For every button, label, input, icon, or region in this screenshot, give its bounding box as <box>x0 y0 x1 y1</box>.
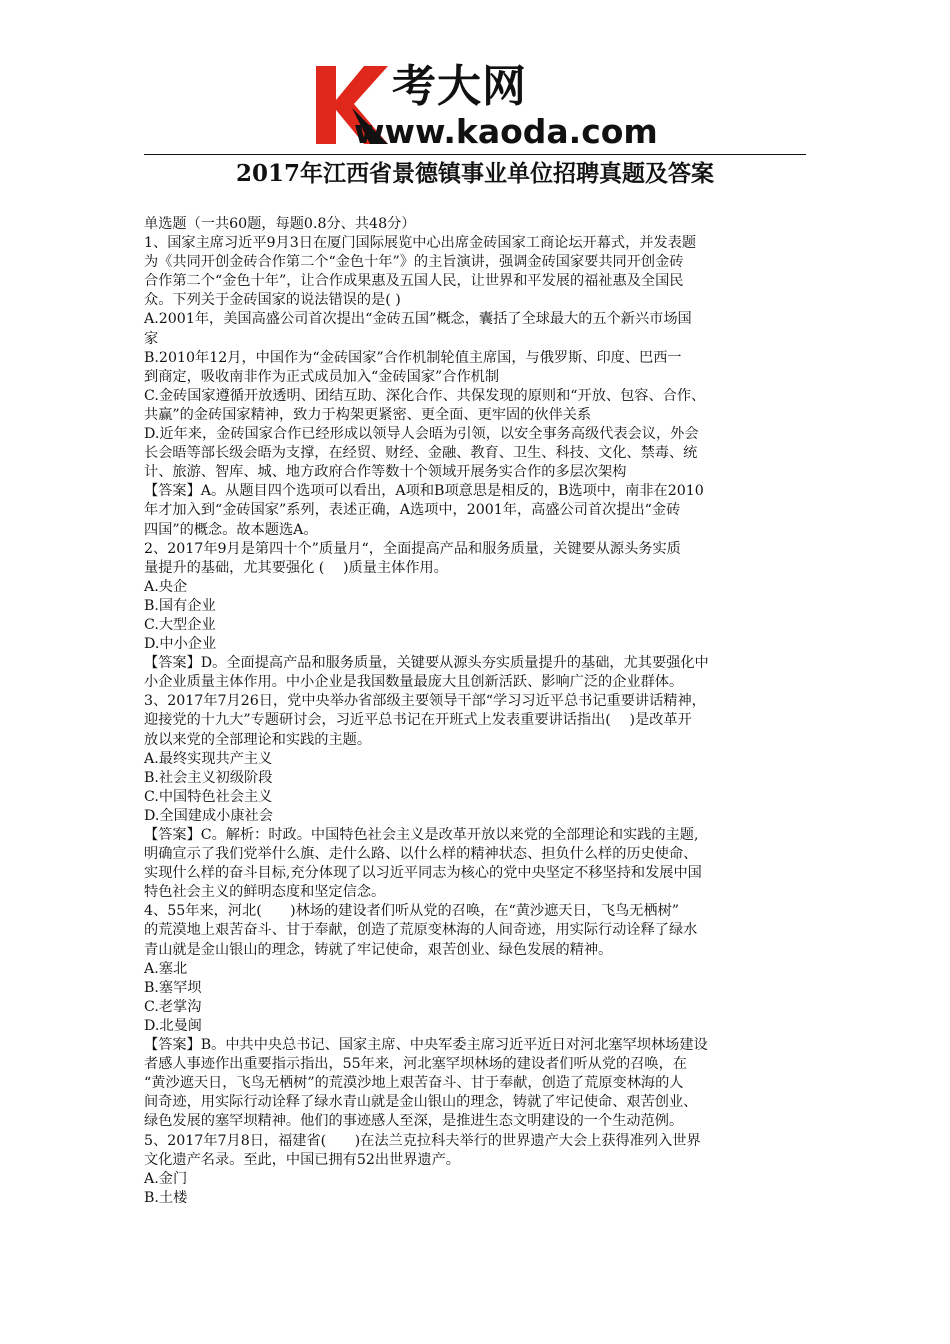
text-line: 【答案】B。中共中央总书记、国家主席、中央军委主席习近平近日对河北塞罕坝林场建设 <box>144 1037 708 1054</box>
text-line: 家 <box>144 330 159 347</box>
text-line: 小企业质量主体作用。中小企业是我国数量最庞大且创新活跃、影响广泛的企业群体。 <box>144 674 684 691</box>
text-line: D.中小企业 <box>144 636 217 653</box>
text-line: 年才加入到“金砖国家”系列，表述正确，A选项中，2001年，高盛公司首次提出“金砖 <box>144 502 681 519</box>
text-line: 迎接党的十九大”专题研讨会，习近平总书记在开班式上发表重要讲话指出( )是改革开 <box>144 712 692 729</box>
text-line: 青山就是金山银山的理念，铸就了牢记使命，艰苦创业、绿色发展的精神。 <box>144 941 613 958</box>
text-line: 2、2017年9月是第四十个”质量月“，全面提高产品和服务质量，关键要从源头务实质 <box>144 540 681 557</box>
text-line: 特色社会主义的鲜明态度和坚定信念。 <box>144 884 386 901</box>
site-logo <box>312 61 658 154</box>
text-line: 四国”的概念。故本题选A。 <box>144 521 318 538</box>
text-line: 3、2017年7月26日，党中央举办省部级主要领导干部“学习习近平总书记重要讲话精神， <box>144 693 706 710</box>
text-line: 放以来党的全部理论和实践的主题。 <box>144 731 372 748</box>
text-line: 的荒漠地上艰苦奋斗、甘于奉献，创造了荒原变林海的人间奇迹，用实际行动诠释了绿水 <box>144 922 698 939</box>
text-line: A.金门 <box>144 1170 188 1187</box>
text-line: A.2001年，美国高盛公司首次提出“金砖五国”概念，囊括了全球最大的五个新兴市场国 <box>144 311 692 328</box>
logo-url: www.kaoda.com <box>354 112 658 151</box>
text-line: 【答案】C。解析：时政。中国特色社会主义是改革开放以来党的全部理论和实践的主题, <box>144 827 699 843</box>
text-line: 量提升的基础，尤其要强化 ( )质量主体作用。 <box>144 559 448 576</box>
text-line: “黄沙遮天日，飞鸟无栖树”的荒漠沙地上艰苦奋斗、甘于奉献，创造了荒原变林海的人 <box>144 1075 684 1092</box>
text-line: 单选题（一共60题，每题0.8分、共48分） <box>144 216 416 232</box>
text-line: 共赢”的金砖国家精神，致力于构架更紧密、更全面、更牢固的伙伴关系 <box>144 406 592 423</box>
text-line: B.土楼 <box>144 1189 188 1206</box>
text-line: C.大型企业 <box>144 616 216 633</box>
text-line: 者感人事迹作出重要指示指出，55年来，河北塞罕坝林场的建设者们听从党的召唤，在 <box>144 1056 687 1073</box>
text-line: B.国有企业 <box>144 597 216 614</box>
text-line: 众。下列关于金砖国家的说法错误的是( ) <box>144 292 401 309</box>
text-line: D.北曼闽 <box>144 1017 202 1034</box>
text-line: 绿色发展的塞罕坝精神。他们的事迹感人至深，是推进生态文明建设的一个生动范例。 <box>144 1113 684 1130</box>
text-line: 到商定，吸收南非作为正式成员加入“金砖国家”合作机制 <box>144 368 500 385</box>
text-line: 5、2017年7月8日，福建省( )在法兰克拉科夫举行的世界遗产大会上获得准列入世界 <box>144 1132 701 1149</box>
text-line: 合作第二个“金色十年”，让合作成果惠及五国人民，让世界和平发展的福祉惠及全国民 <box>144 273 684 290</box>
text-line: C.中国特色社会主义 <box>144 788 273 805</box>
text-line: 文化遗产名录。至此，中国已拥有52出世界遗产。 <box>144 1151 460 1168</box>
text-line: 1、国家主席习近平9月3日在厦门国际展览中心出席金砖国家工商论坛开幕式，并发表题 <box>144 235 697 252</box>
text-line: B.社会主义初级阶段 <box>144 769 273 786</box>
text-line: C.老掌沟 <box>144 998 202 1015</box>
text-line: D.近年来，金砖国家合作已经形成以领导人会晤为引领，以安全事务高级代表会议，外会 <box>144 426 699 443</box>
text-line: 明确宣示了我们党举什么旗、走什么路、以什么样的精神状态、担负什么样的历史使命、 <box>144 846 698 863</box>
text-line: 4、55年来，河北( )林场的建设者们听从党的召唤，在“黄沙遮天日，飞鸟无栖树” <box>144 903 680 920</box>
text-line: A.央企 <box>144 578 188 595</box>
text-line: 计、旅游、智库、城、地方政府合作等数十个领域开展务实合作的多层次架构 <box>144 464 627 481</box>
text-line: 实现什么样的奋斗目标,充分体现了以习近平同志为核心的党中央坚定不移坚持和发展中国 <box>144 865 702 882</box>
text-line: A.塞北 <box>144 960 188 977</box>
document-body <box>144 215 808 1208</box>
header-divider <box>144 154 806 155</box>
text-line: 【答案】D。全面提高产品和服务质量，关键要从源头夯实质量提升的基础，尤其要强化中 <box>144 655 709 672</box>
text-line: 【答案】A。从题目四个选项可以看出，A项和B项意思是相反的，B选项中，南非在2010 <box>144 483 704 500</box>
text-line: B.2010年12月，中国作为“金砖国家”合作机制轮值主席国，与俄罗斯、印度、巴西一 <box>144 349 682 366</box>
text-line: 为《共同开创金砖合作第二个“金色十年”》的主旨演讲，强调金砖国家要共同开创金砖 <box>144 254 684 271</box>
logo-site-name: 考大网 <box>392 61 527 112</box>
text-line: 长会晤等部长级会晤为支撑，在经贸、财经、金融、教育、卫生、科技、文化、禁毒、统 <box>144 445 698 462</box>
text-line: D.全国建成小康社会 <box>144 807 273 824</box>
text-line: C.金砖国家遵循开放透明、团结互助、深化合作、共保发现的原则和“开放、包容、合作、 <box>144 387 706 404</box>
text-line: 间奇迹，用实际行动诠释了绿水青山就是金山银山的理念，铸就了牢记使命、艰苦创业、 <box>144 1094 698 1111</box>
text-line: B.塞罕坝 <box>144 979 202 996</box>
text-line: A.最终实现共产主义 <box>144 750 273 767</box>
page-title: 2017年江西省景德镇事业单位招聘真题及答案 <box>235 160 714 187</box>
